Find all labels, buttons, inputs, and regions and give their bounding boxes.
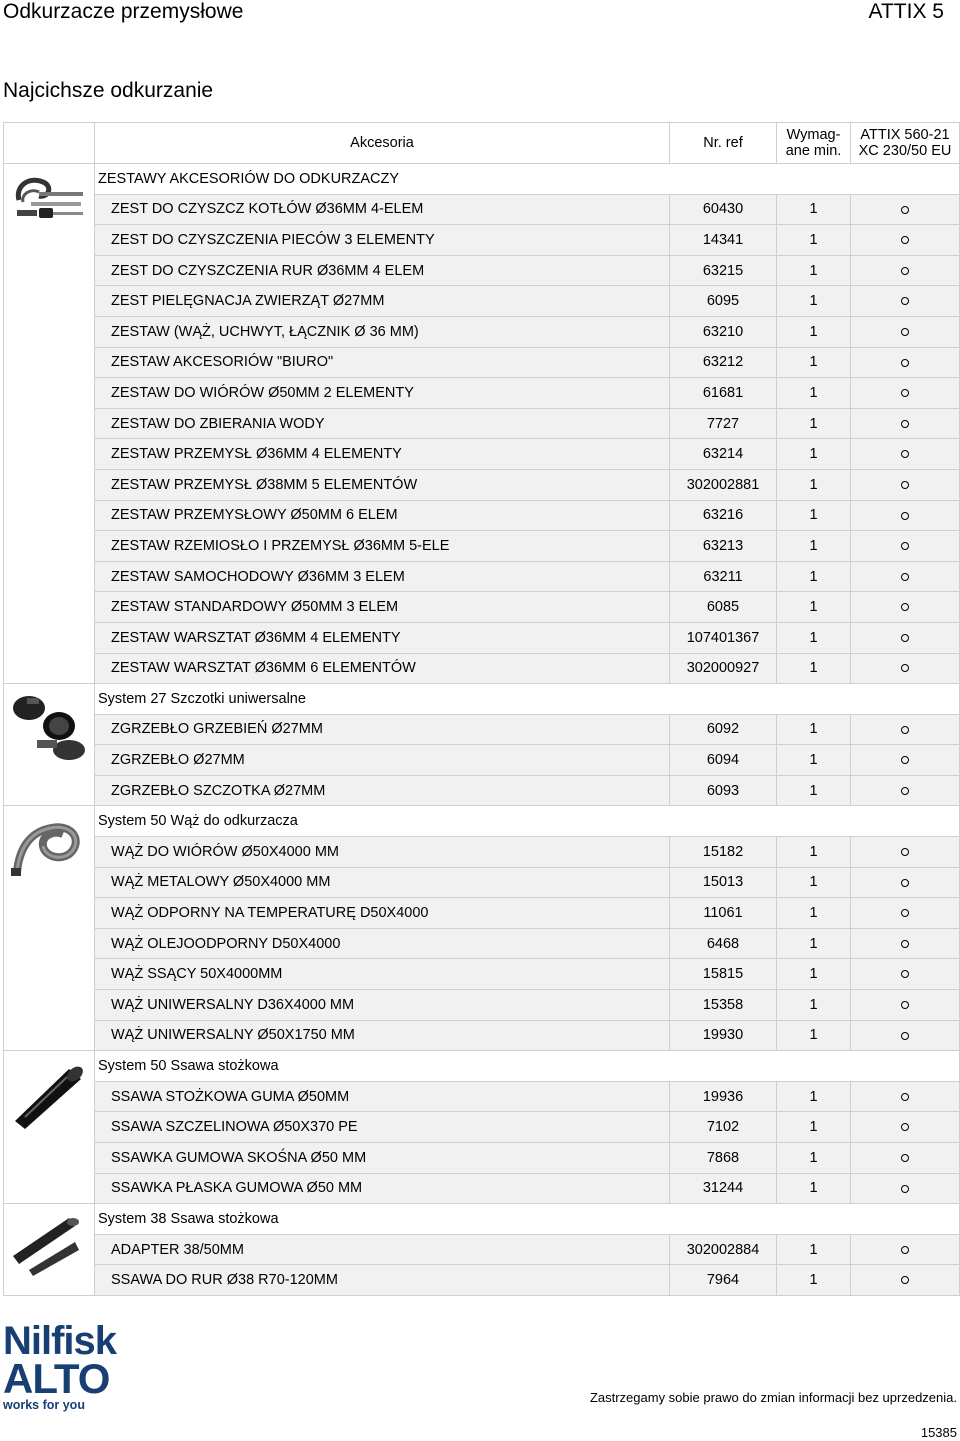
item-name: ZESTAW DO ZBIERANIA WODY bbox=[95, 408, 670, 439]
item-min-qty: 1 bbox=[777, 898, 851, 929]
item-min-qty: 1 bbox=[777, 469, 851, 500]
item-min-qty: 1 bbox=[777, 408, 851, 439]
table-row bbox=[4, 1173, 960, 1204]
table-row bbox=[4, 990, 960, 1021]
item-availability bbox=[851, 867, 960, 898]
item-ref: 15815 bbox=[670, 959, 777, 990]
item-name: ZESTAW PRZEMYSŁ Ø38MM 5 ELEMENTÓW bbox=[95, 469, 670, 500]
item-ref: 302000927 bbox=[670, 653, 777, 684]
optional-circle-icon bbox=[901, 664, 909, 672]
item-availability bbox=[851, 225, 960, 256]
accessory-kit-icon bbox=[4, 164, 94, 232]
item-name: ZESTAW (WĄŻ, UCHWYT, ŁĄCZNIK Ø 36 MM) bbox=[95, 316, 670, 347]
table-header-row bbox=[4, 123, 960, 164]
item-min-qty: 1 bbox=[777, 1112, 851, 1143]
optional-circle-icon bbox=[901, 1154, 909, 1162]
item-ref: 19936 bbox=[670, 1081, 777, 1112]
item-ref: 302002884 bbox=[670, 1234, 777, 1265]
item-min-qty: 1 bbox=[777, 255, 851, 286]
item-availability bbox=[851, 837, 960, 868]
table-row bbox=[4, 592, 960, 623]
item-ref: 7727 bbox=[670, 408, 777, 439]
item-min-qty: 1 bbox=[777, 837, 851, 868]
item-name: SSAWKA PŁASKA GUMOWA Ø50 MM bbox=[95, 1173, 670, 1204]
brush-set-icon bbox=[4, 684, 94, 772]
item-name: WĄŻ METALOWY Ø50X4000 MM bbox=[95, 867, 670, 898]
optional-circle-icon bbox=[901, 1276, 909, 1284]
item-min-qty: 1 bbox=[777, 1173, 851, 1204]
item-name: ZEST DO CZYSZCZENIA RUR Ø36MM 4 ELEM bbox=[95, 255, 670, 286]
table-row bbox=[4, 1020, 960, 1051]
item-availability bbox=[851, 898, 960, 929]
item-availability bbox=[851, 531, 960, 562]
optional-circle-icon bbox=[901, 389, 909, 397]
item-name: SSAWA STOŻKOWA GUMA Ø50MM bbox=[95, 1081, 670, 1112]
item-ref: 6095 bbox=[670, 286, 777, 317]
item-ref: 63212 bbox=[670, 347, 777, 378]
item-name: WĄŻ DO WIÓRÓW Ø50X4000 MM bbox=[95, 837, 670, 868]
item-min-qty: 1 bbox=[777, 928, 851, 959]
item-min-qty: 1 bbox=[777, 1265, 851, 1296]
item-min-qty: 1 bbox=[777, 592, 851, 623]
item-name: ZEST DO CZYSZCZENIA PIECÓW 3 ELEMENTY bbox=[95, 225, 670, 256]
item-name: WĄŻ UNIWERSALNY D36X4000 MM bbox=[95, 990, 670, 1021]
item-ref: 63214 bbox=[670, 439, 777, 470]
optional-circle-icon bbox=[901, 1032, 909, 1040]
item-name: ZGRZEBŁO SZCZOTKA Ø27MM bbox=[95, 775, 670, 806]
item-availability bbox=[851, 1234, 960, 1265]
optional-circle-icon bbox=[901, 328, 909, 336]
item-min-qty: 1 bbox=[777, 1234, 851, 1265]
table-row bbox=[4, 653, 960, 684]
item-min-qty: 1 bbox=[777, 867, 851, 898]
optional-circle-icon bbox=[901, 512, 909, 520]
item-name: WĄŻ SSĄCY 50X4000MM bbox=[95, 959, 670, 990]
optional-circle-icon bbox=[901, 481, 909, 489]
item-name: ZESTAW SAMOCHODOWY Ø36MM 3 ELEM bbox=[95, 561, 670, 592]
item-name: WĄŻ ODPORNY NA TEMPERATURĘ D50X4000 bbox=[95, 898, 670, 929]
item-min-qty: 1 bbox=[777, 225, 851, 256]
item-ref: 63213 bbox=[670, 531, 777, 562]
item-availability bbox=[851, 316, 960, 347]
table-row bbox=[4, 225, 960, 256]
item-ref: 15182 bbox=[670, 837, 777, 868]
optional-circle-icon bbox=[901, 756, 909, 764]
item-ref: 15358 bbox=[670, 990, 777, 1021]
optional-circle-icon bbox=[901, 634, 909, 642]
item-name: ZESTAW DO WIÓRÓW Ø50MM 2 ELEMENTY bbox=[95, 378, 670, 409]
item-ref: 6092 bbox=[670, 714, 777, 745]
item-availability bbox=[851, 990, 960, 1021]
item-name: ZESTAW PRZEMYSŁOWY Ø50MM 6 ELEM bbox=[95, 500, 670, 531]
item-availability bbox=[851, 1081, 960, 1112]
item-ref: 63215 bbox=[670, 255, 777, 286]
item-availability bbox=[851, 622, 960, 653]
item-ref: 14341 bbox=[670, 225, 777, 256]
item-availability bbox=[851, 439, 960, 470]
group-image bbox=[4, 164, 95, 684]
group-image bbox=[4, 1051, 95, 1204]
table-row bbox=[4, 561, 960, 592]
item-availability bbox=[851, 500, 960, 531]
table-row bbox=[4, 347, 960, 378]
header-model bbox=[851, 123, 960, 164]
item-availability bbox=[851, 1173, 960, 1204]
table-row bbox=[4, 775, 960, 806]
item-ref: 19930 bbox=[670, 1020, 777, 1051]
optional-circle-icon bbox=[901, 359, 909, 367]
item-availability bbox=[851, 653, 960, 684]
item-availability bbox=[851, 1112, 960, 1143]
header-required-line1: Wymag- bbox=[786, 127, 841, 143]
optional-circle-icon bbox=[901, 450, 909, 458]
item-name: ZESTAW WARSZTAT Ø36MM 4 ELEMENTY bbox=[95, 622, 670, 653]
item-min-qty: 1 bbox=[777, 745, 851, 776]
item-name: ZGRZEBŁO GRZEBIEŃ Ø27MM bbox=[95, 714, 670, 745]
group-title: System 50 Wąż do odkurzacza bbox=[95, 806, 960, 837]
optional-circle-icon bbox=[901, 1246, 909, 1254]
item-availability bbox=[851, 1265, 960, 1296]
table-row bbox=[4, 1112, 960, 1143]
table-row bbox=[4, 714, 960, 745]
header-ref: Nr. ref bbox=[670, 123, 777, 164]
table-row bbox=[4, 1234, 960, 1265]
table-row bbox=[4, 1143, 960, 1174]
optional-circle-icon bbox=[901, 1001, 909, 1009]
page-number: 15385 bbox=[920, 1425, 957, 1440]
item-name: ADAPTER 38/50MM bbox=[95, 1234, 670, 1265]
item-name: SSAWA DO RUR Ø38 R70-120MM bbox=[95, 1265, 670, 1296]
item-ref: 7868 bbox=[670, 1143, 777, 1174]
table-row bbox=[4, 286, 960, 317]
nozzle-pair-icon bbox=[4, 1204, 94, 1282]
group-title: System 27 Szczotki uniwersalne bbox=[95, 684, 960, 715]
group-row bbox=[4, 1204, 960, 1235]
table-row bbox=[4, 500, 960, 531]
table-row bbox=[4, 194, 960, 225]
table-row bbox=[4, 255, 960, 286]
item-ref: 63210 bbox=[670, 316, 777, 347]
item-min-qty: 1 bbox=[777, 194, 851, 225]
header-model-line2: XC 230/50 EU bbox=[858, 143, 952, 159]
item-availability bbox=[851, 194, 960, 225]
item-availability bbox=[851, 408, 960, 439]
item-min-qty: 1 bbox=[777, 653, 851, 684]
item-ref: 15013 bbox=[670, 867, 777, 898]
group-title: System 50 Ssawa stożkowa bbox=[95, 1051, 960, 1082]
item-name: ZESTAW RZEMIOSŁO I PRZEMYSŁ Ø36MM 5-ELE bbox=[95, 531, 670, 562]
item-min-qty: 1 bbox=[777, 1020, 851, 1051]
table-row bbox=[4, 867, 960, 898]
page-subtitle: Najcichsze odkurzanie bbox=[3, 79, 214, 102]
nilfisk-alto-logo bbox=[3, 1319, 158, 1412]
item-ref: 6085 bbox=[670, 592, 777, 623]
header-image-cell bbox=[4, 123, 95, 164]
item-ref: 6468 bbox=[670, 928, 777, 959]
group-title: System 38 Ssawa stożkowa bbox=[95, 1204, 960, 1235]
header-accessory: Akcesoria bbox=[95, 123, 670, 164]
item-ref: 6093 bbox=[670, 775, 777, 806]
group-image bbox=[4, 806, 95, 1051]
item-ref: 7102 bbox=[670, 1112, 777, 1143]
item-availability bbox=[851, 469, 960, 500]
item-name: ZESTAW WARSZTAT Ø36MM 6 ELEMENTÓW bbox=[95, 653, 670, 684]
table-row bbox=[4, 928, 960, 959]
item-availability bbox=[851, 1143, 960, 1174]
table-row bbox=[4, 469, 960, 500]
optional-circle-icon bbox=[901, 542, 909, 550]
item-name: ZEST DO CZYSZCZ KOTŁÓW Ø36MM 4-ELEM bbox=[95, 194, 670, 225]
hose-icon bbox=[4, 806, 94, 884]
item-name: ZGRZEBŁO Ø27MM bbox=[95, 745, 670, 776]
item-min-qty: 1 bbox=[777, 959, 851, 990]
item-availability bbox=[851, 928, 960, 959]
group-image bbox=[4, 1204, 95, 1296]
optional-circle-icon bbox=[901, 603, 909, 611]
table-row bbox=[4, 959, 960, 990]
item-name: WĄŻ UNIWERSALNY Ø50X1750 MM bbox=[95, 1020, 670, 1051]
header-required-line2: ane min. bbox=[785, 143, 842, 159]
group-title: ZESTAWY AKCESORIÓW DO ODKURZACZY bbox=[95, 164, 960, 195]
optional-circle-icon bbox=[901, 236, 909, 244]
item-ref: 31244 bbox=[670, 1173, 777, 1204]
item-min-qty: 1 bbox=[777, 439, 851, 470]
disclaimer: Zastrzegamy sobie prawo do zmian informacji bez uprzedzenia. bbox=[589, 1390, 957, 1405]
table-row bbox=[4, 1081, 960, 1112]
document-title: Odkurzacze przemysłowe bbox=[3, 0, 244, 23]
item-min-qty: 1 bbox=[777, 378, 851, 409]
optional-circle-icon bbox=[901, 206, 909, 214]
optional-circle-icon bbox=[901, 879, 909, 887]
item-min-qty: 1 bbox=[777, 531, 851, 562]
header-required bbox=[777, 123, 851, 164]
group-image bbox=[4, 684, 95, 806]
optional-circle-icon bbox=[901, 726, 909, 734]
model-name: ATTIX 5 bbox=[868, 0, 944, 23]
item-name: ZESTAW STANDARDOWY Ø50MM 3 ELEM bbox=[95, 592, 670, 623]
optional-circle-icon bbox=[901, 909, 909, 917]
logo-line-1: Nilfisk bbox=[3, 1319, 117, 1363]
item-availability bbox=[851, 775, 960, 806]
optional-circle-icon bbox=[901, 1123, 909, 1131]
item-min-qty: 1 bbox=[777, 1143, 851, 1174]
item-name: ZESTAW PRZEMYSŁ Ø36MM 4 ELEMENTY bbox=[95, 439, 670, 470]
item-ref: 63211 bbox=[670, 561, 777, 592]
item-availability bbox=[851, 592, 960, 623]
item-name: WĄŻ OLEJOODPORNY D50X4000 bbox=[95, 928, 670, 959]
item-min-qty: 1 bbox=[777, 990, 851, 1021]
item-availability bbox=[851, 745, 960, 776]
optional-circle-icon bbox=[901, 1093, 909, 1101]
optional-circle-icon bbox=[901, 970, 909, 978]
item-ref: 302002881 bbox=[670, 469, 777, 500]
item-min-qty: 1 bbox=[777, 316, 851, 347]
optional-circle-icon bbox=[901, 297, 909, 305]
item-ref: 7964 bbox=[670, 1265, 777, 1296]
item-availability bbox=[851, 255, 960, 286]
item-min-qty: 1 bbox=[777, 500, 851, 531]
item-min-qty: 1 bbox=[777, 286, 851, 317]
item-name: ZEST PIELĘGNACJA ZWIERZĄT Ø27MM bbox=[95, 286, 670, 317]
table-row bbox=[4, 622, 960, 653]
item-min-qty: 1 bbox=[777, 714, 851, 745]
item-name: SSAWA SZCZELINOWA Ø50X370 PE bbox=[95, 1112, 670, 1143]
group-row bbox=[4, 164, 960, 195]
item-min-qty: 1 bbox=[777, 1081, 851, 1112]
item-ref: 61681 bbox=[670, 378, 777, 409]
table-row bbox=[4, 745, 960, 776]
conical-nozzle-icon bbox=[4, 1051, 94, 1139]
table-row bbox=[4, 837, 960, 868]
item-availability bbox=[851, 714, 960, 745]
item-ref: 6094 bbox=[670, 745, 777, 776]
optional-circle-icon bbox=[901, 267, 909, 275]
item-ref: 107401367 bbox=[670, 622, 777, 653]
logo-line-2: ALTO bbox=[3, 1355, 110, 1402]
optional-circle-icon bbox=[901, 1185, 909, 1193]
item-availability bbox=[851, 286, 960, 317]
header-model-line1: ATTIX 560-21 bbox=[860, 127, 950, 143]
item-availability bbox=[851, 561, 960, 592]
optional-circle-icon bbox=[901, 420, 909, 428]
item-min-qty: 1 bbox=[777, 347, 851, 378]
item-min-qty: 1 bbox=[777, 775, 851, 806]
accessories-table bbox=[3, 122, 960, 1296]
optional-circle-icon bbox=[901, 573, 909, 581]
table-row bbox=[4, 1265, 960, 1296]
item-ref: 60430 bbox=[670, 194, 777, 225]
item-min-qty: 1 bbox=[777, 622, 851, 653]
group-row bbox=[4, 1051, 960, 1082]
group-row bbox=[4, 684, 960, 715]
table-row bbox=[4, 439, 960, 470]
item-name: SSAWKA GUMOWA SKOŚNA Ø50 MM bbox=[95, 1143, 670, 1174]
table-row bbox=[4, 898, 960, 929]
table-row bbox=[4, 531, 960, 562]
item-ref: 63216 bbox=[670, 500, 777, 531]
item-availability bbox=[851, 1020, 960, 1051]
item-availability bbox=[851, 378, 960, 409]
table-row bbox=[4, 408, 960, 439]
item-availability bbox=[851, 347, 960, 378]
table-row bbox=[4, 378, 960, 409]
optional-circle-icon bbox=[901, 787, 909, 795]
item-min-qty: 1 bbox=[777, 561, 851, 592]
logo-tagline: works for you bbox=[3, 1398, 85, 1412]
item-ref: 11061 bbox=[670, 898, 777, 929]
optional-circle-icon bbox=[901, 848, 909, 856]
table-row bbox=[4, 316, 960, 347]
optional-circle-icon bbox=[901, 940, 909, 948]
item-availability bbox=[851, 959, 960, 990]
group-row bbox=[4, 806, 960, 837]
item-name: ZESTAW AKCESORIÓW "BIURO" bbox=[95, 347, 670, 378]
